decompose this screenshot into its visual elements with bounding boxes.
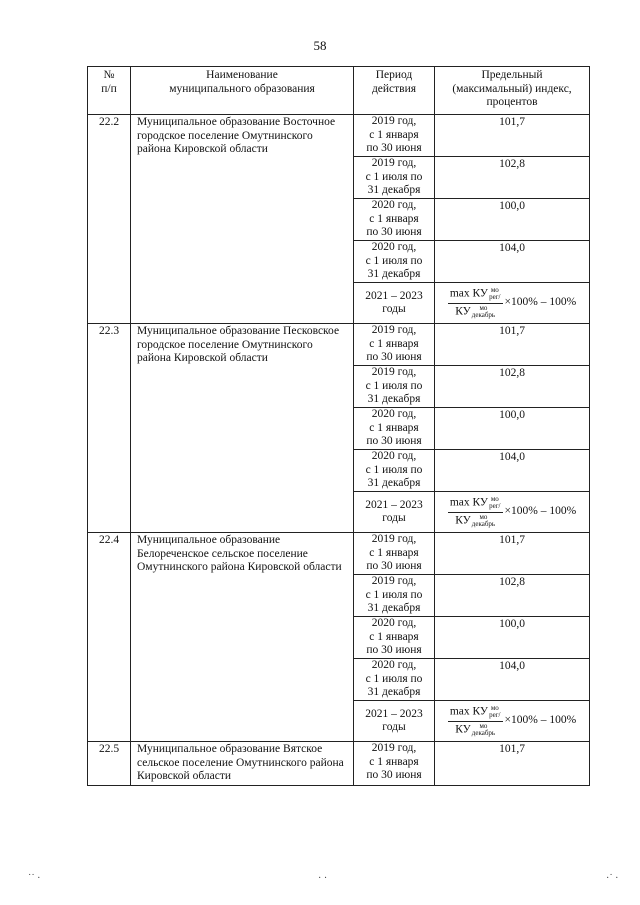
header-index: Предельный (максимальный) индекс, процентов [435, 67, 590, 115]
formula-fraction [448, 705, 503, 736]
formula-denom-sub: декабрь [471, 519, 496, 528]
formula-numer-indices [489, 287, 500, 301]
index-value: 104,0 [435, 450, 590, 492]
formula-numerator [448, 287, 503, 303]
formula-denom-sup: мо [479, 303, 488, 312]
formula-fraction [448, 496, 503, 527]
table-body [88, 115, 590, 786]
formula-numer-sub: рег/ [489, 293, 501, 302]
header-name: Наименование муниципального образования [131, 67, 354, 115]
period-cell: 2019 год, с 1 января по 30 июня [354, 533, 435, 575]
formula-numer-indices [489, 496, 500, 510]
formula-denom-indices [472, 305, 495, 319]
period-cell: 2020 год, с 1 января по 30 июня [354, 617, 435, 659]
index-formula-cell [435, 283, 590, 324]
period-cell: 2019 год, с 1 января по 30 июня [354, 742, 435, 786]
formula-numerator [448, 705, 503, 721]
scan-artifacts: ˙˙ · · · ·˙ · [28, 873, 619, 884]
row-number: 22.3 [88, 324, 131, 533]
formula-denominator [453, 722, 497, 737]
index-value: 102,8 [435, 366, 590, 408]
formula-denom-main: КУ [455, 514, 471, 527]
formula-denom-sub: декабрь [471, 728, 496, 737]
index-value: 101,7 [435, 533, 590, 575]
period-cell: 2021 – 2023 годы [354, 283, 435, 324]
index-formula [448, 287, 576, 318]
period-cell: 2019 год, с 1 января по 30 июня [354, 324, 435, 366]
formula-numerator [448, 496, 503, 512]
tariff-index-table [87, 66, 590, 786]
municipality-name: Муниципальное образование Восточное городское поселение Омутнинского района Кировской области [131, 115, 354, 324]
formula-denominator [453, 304, 497, 319]
formula-numer-main: max КУ [449, 706, 489, 718]
formula-tail: ×100% – 100% [504, 505, 577, 518]
index-formula-cell [435, 492, 590, 533]
index-value: 104,0 [435, 659, 590, 701]
formula-denom-sup: мо [479, 512, 488, 521]
period-cell: 2019 год, с 1 июля по 31 декабря [354, 157, 435, 199]
formula-tail: ×100% – 100% [504, 296, 577, 309]
formula-denominator [453, 513, 497, 528]
formula-numer-sub: рег/ [489, 711, 501, 720]
period-cell: 2020 год, с 1 января по 30 июня [354, 199, 435, 241]
formula-fraction [448, 287, 503, 318]
index-formula [448, 705, 576, 736]
table-row [88, 533, 590, 575]
index-value: 104,0 [435, 241, 590, 283]
formula-denom-indices [472, 723, 495, 737]
table-row [88, 324, 590, 366]
header-num: № п/п [88, 67, 131, 115]
period-cell: 2020 год, с 1 июля по 31 декабря [354, 659, 435, 701]
index-value: 101,7 [435, 742, 590, 786]
period-cell: 2020 год, с 1 января по 30 июня [354, 408, 435, 450]
formula-denom-sup: мо [479, 721, 488, 730]
table-row [88, 115, 590, 157]
formula-numer-main: max КУ [449, 288, 489, 300]
formula-numer-sup: мо [490, 286, 499, 295]
period-cell: 2021 – 2023 годы [354, 701, 435, 742]
period-cell: 2020 год, с 1 июля по 31 декабря [354, 450, 435, 492]
index-value: 102,8 [435, 575, 590, 617]
header-period: Период действия [354, 67, 435, 115]
row-number: 22.5 [88, 742, 131, 786]
index-formula-cell [435, 701, 590, 742]
period-cell: 2020 год, с 1 июля по 31 декабря [354, 241, 435, 283]
municipality-name: Муниципальное образование Вятское сельское поселение Омутнинского района Кировской области [131, 742, 354, 786]
page-number: 58 [313, 38, 327, 53]
table-row [88, 742, 590, 786]
index-value: 101,7 [435, 324, 590, 366]
period-cell: 2019 год, с 1 июля по 31 декабря [354, 366, 435, 408]
index-value: 100,0 [435, 617, 590, 659]
period-cell: 2021 – 2023 годы [354, 492, 435, 533]
index-value: 102,8 [435, 157, 590, 199]
index-value: 100,0 [435, 199, 590, 241]
municipality-name: Муниципальное образование Белореченское сельское поселение Омутнинского района Кировской области [131, 533, 354, 742]
row-number: 22.2 [88, 115, 131, 324]
formula-tail: ×100% – 100% [504, 714, 577, 727]
index-value: 100,0 [435, 408, 590, 450]
formula-denom-main: КУ [455, 723, 471, 736]
period-cell: 2019 год, с 1 января по 30 июня [354, 115, 435, 157]
formula-denom-indices [472, 514, 495, 528]
formula-denom-sub: декабрь [471, 310, 496, 319]
formula-numer-sub: рег/ [489, 502, 501, 511]
formula-numer-indices [489, 705, 500, 719]
index-formula [448, 496, 576, 527]
row-number: 22.4 [88, 533, 131, 742]
formula-numer-sup: мо [490, 704, 499, 713]
formula-denom-main: КУ [455, 305, 471, 318]
municipality-name: Муниципальное образование Песковское городское поселение Омутнинского района Кировской области [131, 324, 354, 533]
period-cell: 2019 год, с 1 июля по 31 декабря [354, 575, 435, 617]
formula-numer-sup: мо [490, 495, 499, 504]
formula-numer-main: max КУ [449, 497, 489, 509]
index-value: 101,7 [435, 115, 590, 157]
table-header-row [88, 67, 590, 115]
